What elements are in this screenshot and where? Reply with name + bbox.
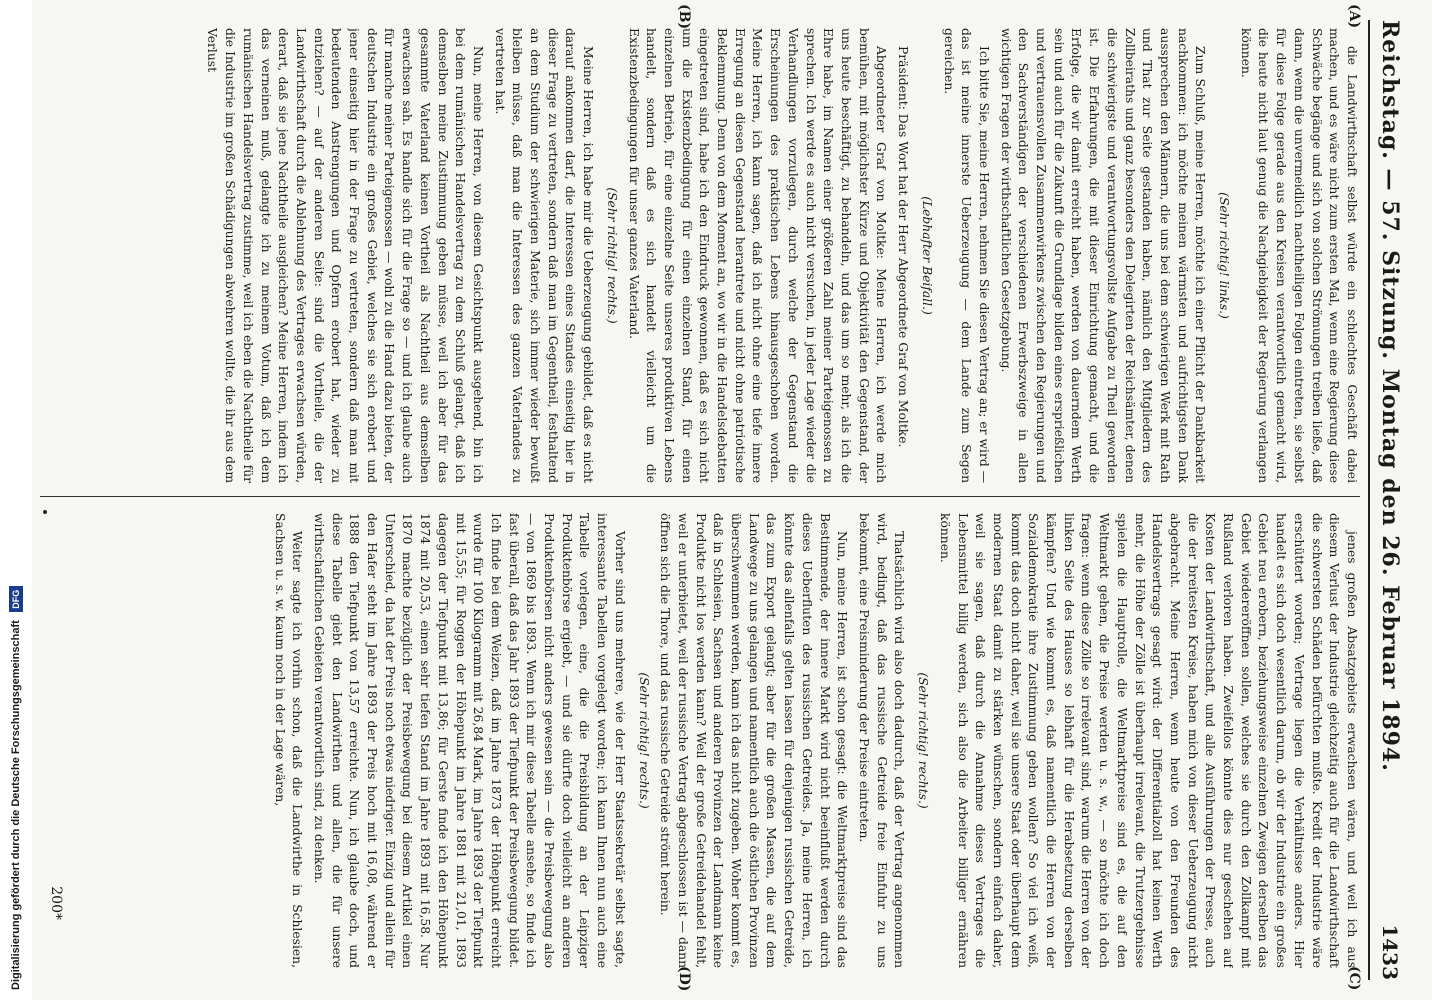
dfg-credit-text: Digitalisierung gefördert durch die Deutsche Forschungsgemeinschaft bbox=[10, 620, 22, 990]
right-paragraph: (Sehr richtig! rechts.) bbox=[916, 672, 931, 809]
margin-marker-a: (A) bbox=[1346, 4, 1362, 29]
header-title: Reichstag. — 57. Sitzung. Montag den 26. Februar 1894. bbox=[1377, 20, 1403, 772]
left-column bbox=[40, 28, 1360, 483]
left-paragraph: Nun, meine Herren, von diesem Gesichtspunkt ausgehend, bin ich bei dem rumänischen Handelsvertrag zu dem Schluß gelangt, daß ich demselben meine Zustimmung geben müsse, weil ich aber für das gesammte Vaterland keinen Vortheil als Nachtheil aus demselben erwachsen sah. Es handle sich für die Frage so — und ich glaube auch für manche meiner Parteigenossen — wohl zu die Hand dazu bieten, der deutschen Industrie ein großes Gebiet, welches sie sich erobert und jener einseitig hier in der Frage zu vertreten, sondern daß man mit bedeutenden Anstrengungen und Opfern erobert hat, wieder zu entziehen? — auf der anderen Seite: sind die Vortheile, die der Landwirthschaft durch die Ablehnung des Vertrages erwachsen würden, derart, daß sie jene Nachtheile ausgleichen? Meine Herren, indem ich das verneinen muß, gelangte ich zu meinem Votum, daß ich dem rumänischen Handelsvertrag zustimme, weil ich eben die Nachtheile für die Industrie im großen Schädigungen abwehren wollte, die ihr aus dem Verlust bbox=[205, 28, 485, 483]
left-paragraph: Präsident: Das Wort hat der Herr Abgeordnete Graf von Moltke. bbox=[896, 46, 911, 448]
right-paragraph: Vorher sind uns mehrere, wie der Herr Staatssekretär selbst sagte, interessante Tabellen vorgelegt worden; ich kann Ihnen nun auch eine Tabelle vorlegen, eine, die die Preisbildung an der Leipziger Produktenbörse ergiebt, — und sie dürfte doch vielleicht an anderen Produktenbörsen nicht anders gewesen sein — die Preisbewegung also — von 1869 bis 1893. Wenn ich mir diese Tabelle ansehe, so finde ich fast überall, daß das Jahr 1893 der Tiefpunkt der Preisbewegung bildet. Ich finde bei dem Weizen, daß im Jahre 1873 der Höhepunkt erreicht wurde für 100 Kilogramm mit 26,84 Mark, im Jahre 1893 der Tiefpunkt mit 15,55; für Roggen der Höhepunkt im Jahre 1881 mit 21,01, 1893 dagegen der Tiefpunkt mit 13,86; für Gerste finde ich den Höhepunkt 1874 mit 20,53, einen sehr tiefen Stand im Jahre 1893 mit 16,58. Nur 1870 machte bezüglich der Preisbewegung bei diesem Artikel einen Unterschied, da hat der Preis noch etwas niedriger. Einzig und allein für den Hafer steht im Jahre 1893 der Preis hoch mit 16,08, während er 1888 den Tiefpunkt von 13,57 erreichte. Nun, ich glaube doch, und diese Tabelle giebt den Landwirthen und allen, die für unsere wirthschaftlichen Gebieten verantwortlich sind, zu denken. bbox=[311, 513, 627, 968]
dfg-logo: DFG bbox=[9, 586, 23, 612]
left-paragraph: (Sehr richtig! links.) bbox=[1217, 192, 1232, 319]
margin-marker-d: (D) bbox=[676, 966, 692, 992]
margin-marker-b: (B) bbox=[676, 4, 692, 30]
right-paragraph: jenes großen Absatzgebiets erwachsen wären, und weil ich aus diesem Verlust der Industrie gleichzeitig auch für die Landwirthschaft die schwersten Schäden befürchten mußte. Kredit der Industrie wäre erschüttert worden; Vertrage liegen die Verhältnisse anders. Hier handelt es sich doch wesentlich darum, ob wir der Industrie ein großes Gebiet neu erobern, beziehungsweise einzelnen Zweigen derselben das Gebiet wiedereröffnen sollen, welches sie durch den Zollkampf mit Rußland verloren haben. Zweifellos könnte dies nur geschehen auf Kosten der Landwirthschaft, und alle Ausführungen der Presse, auch die der breitesten Kreise, haben mich von dieser Ueberzeugung nicht abgebracht. Meine Herren, wenn heute von den Freunden des Handelsvertrags gesagt wird: der Differentialzoll hat keinen Werth mehr, die Höhe der Zölle ist überhaupt irrelevant, die Trutzergebnisse spielen die Hauptrolle, die Weltmarktpreise sind es, die auf den Weltmarkt gehen, die Preise werden u. s. w., — so möchte ich doch fragen: wenn diese Zölle so irrelevant sind, warum die Herren von der linken Seite des Hauses so lebhaft für die Herabsetzung derselben kämpfen? Und wie kommt es, daß namentlich die Herren von der Sozialdemokratie ihre Zustimmung geben wollen? So viel ich weiß, kommt das doch nicht daher, weil sie unsere Staat oder überhaupt dem modernen Staat damit zu stärken wünschen, sondern einfach daher, weil sie sagen, daß durch die Annahme dieses Vertrages die Lebensmittel billig werden, sich also die Arbeiter billiger ernähren können. bbox=[937, 513, 1359, 968]
margin-marker-c: (C) bbox=[1346, 966, 1362, 991]
left-paragraph: Abgeordneter Graf von Moltke: Meine Herren, ich werde mich bemühen, mit möglichster Kürze und Objektivität den Gegenstand, der uns heute beschäftigt, zu behandeln, und das um so mehr, als ich die Ehre habe, im Namen einer größeren Zahl meiner Parteigenossen zu sprechen. Ich werde es auch nicht versuchen, in jeder Lage wieder die Verhandlungen vorzulegen, durch welche der Gegenstand die Erscheinungen des praktischen Lebens hinausgeschoben worden. Meine Herren, ich kann sagen, daß ich nicht ohne eine tiefe innere Erregung an diesen Gegenstand herantrete und nicht ohne patriotische Beklemmung. Denn von dem Moment an, wo wir in die Handelsdebatten eingetreten sind, habe ich den Eindruck gewonnen, daß es sich nicht um die Existenzbedingung für einen einzelnen Stand, für einen einzelnen Betrieb, für eine einzelne Seite unseres produktiven Lebens handelt, sondern daß es sich handelt vielleicht um die Existenzbedingungen für unser ganzes Vaterland. bbox=[626, 28, 889, 483]
right-paragraph: Weiter sagte ich vorhin schon, daß die Landwirthe in Schlesien, Sachsen u. s. w. kaum noch in der Lage wären, bbox=[272, 513, 305, 968]
left-paragraph: die Landwirthschaft selbst würde ein schlechtes Geschäft dabei machen, und es wäre nicht zum ersten Mal, wenn eine Regierung diese Schwäche begänge und sich von solchen Strömungen treiben ließe, daß dann, wenn die unvermeidlich nachtheiligen Folgen eintreten, sie selbst für diese Folge gerade aus den Kreisen verantwortlich gemacht wird, die heute nicht laut genug die Nachgiebigkeit der Regierung verlangen können. bbox=[1238, 28, 1359, 483]
column-divider bbox=[40, 496, 1360, 497]
right-paragraph: (Sehr richtig! rechts.) bbox=[636, 672, 651, 809]
right-paragraph: Thatsächlich wird also doch dadurch, daß der Vertrag angenommen wird, bedingt, daß das russische Getreide freie Einfuhr zu uns bekommt, eine Preisminderung der Preise eintreten. bbox=[857, 513, 907, 968]
left-paragraph: Zum Schluß, meine Herren, möchte ich einer Pflicht der Dankbarkeit nachkommen: ich möchte meinen wärmsten und aufrichtigsten Dank aussprechen den Männern, die uns bei dem schwierigen Werk mit Rath und That zur Seite gestanden haben, nämlich den Mitgliedern des Zollbeiraths und ganz besonders den Delegirten der Reichsämter, denen die schwierigste und verantwortungsvollste Aufgabe zu Theil geworden ist. Die Erfahrungen, die mit dieser Einrichtung gemacht, und die Erfolge, die wir damit erreicht haben, werden von dauerndem Werth sein und auch für die Zukunft die Grundlage bilden eines ersprießlichen und vertrauensvollen Zusammenwirkens zwischen den Regierungen und den Sachverständigen der verschiedenen Erwerbszweige in allen wichtigen Fragen der wirthschaftlichen Gesetzgebung. bbox=[998, 28, 1208, 483]
page-footnote: 200* bbox=[48, 886, 64, 920]
side-strip bbox=[0, 0, 32, 1000]
right-paragraph: Nun, meine Herren, ist schon gesagt: die Weltmarktpreise sind das Bestimmende, der innere Markt wird nicht beeinflußt werden durch dieses Ueberfluten des russischen Getreides. Ja, meine Herren, ich könnte das allenfalls gelten lassen für denjenigen russischen Getreide, das zum Export gelangt; aber für die großen Massen, die auf dem Landwege zu uns gelangen und namentlich auch die östlichen Provinzen überschwemmen werden, kann ich das nicht zugeben. Woher kommt es, daß in Schlesien, Sachsen und anderen Provinzen der Landmann keine Produkte nicht los werden kann? Weil der große Getreidehandel fehlt, weil er unterbietet, weil der russische Vertrag abgeschlossen ist — dann öffnen sich die Thore, und das russische Getreide strömt herein. bbox=[658, 513, 850, 968]
header-page-number: 1433 bbox=[1378, 924, 1402, 980]
speck bbox=[43, 510, 47, 514]
left-paragraph: Meine Herren, ich habe mir die Ueberzeugung gebildet, daß es nicht darauf ankommen darf, die Interessen eines Standes einseitig hier in dieser Frage zu vertreten, sondern daß man im Gegentheil, festhaltend an dem Studium der schwierigen Materie, sich immer wieder bewußt bleiben müsse, daß man die Interessen des ganzen Vaterlandes zu vertreten hat. bbox=[492, 28, 596, 483]
left-paragraph: Ich bitte Sie, meine Herren, nehmen Sie diesen Vertrag an; er wird — das ist meine innerste Ueberzeugung — dem Lande zum Segen gereichen. bbox=[941, 28, 991, 483]
page-header bbox=[1368, 20, 1410, 980]
left-paragraph: (Lebhafter Beifall.) bbox=[919, 196, 934, 315]
left-paragraph: (Sehr richtig! rechts.) bbox=[604, 187, 619, 324]
right-column bbox=[40, 513, 1360, 968]
